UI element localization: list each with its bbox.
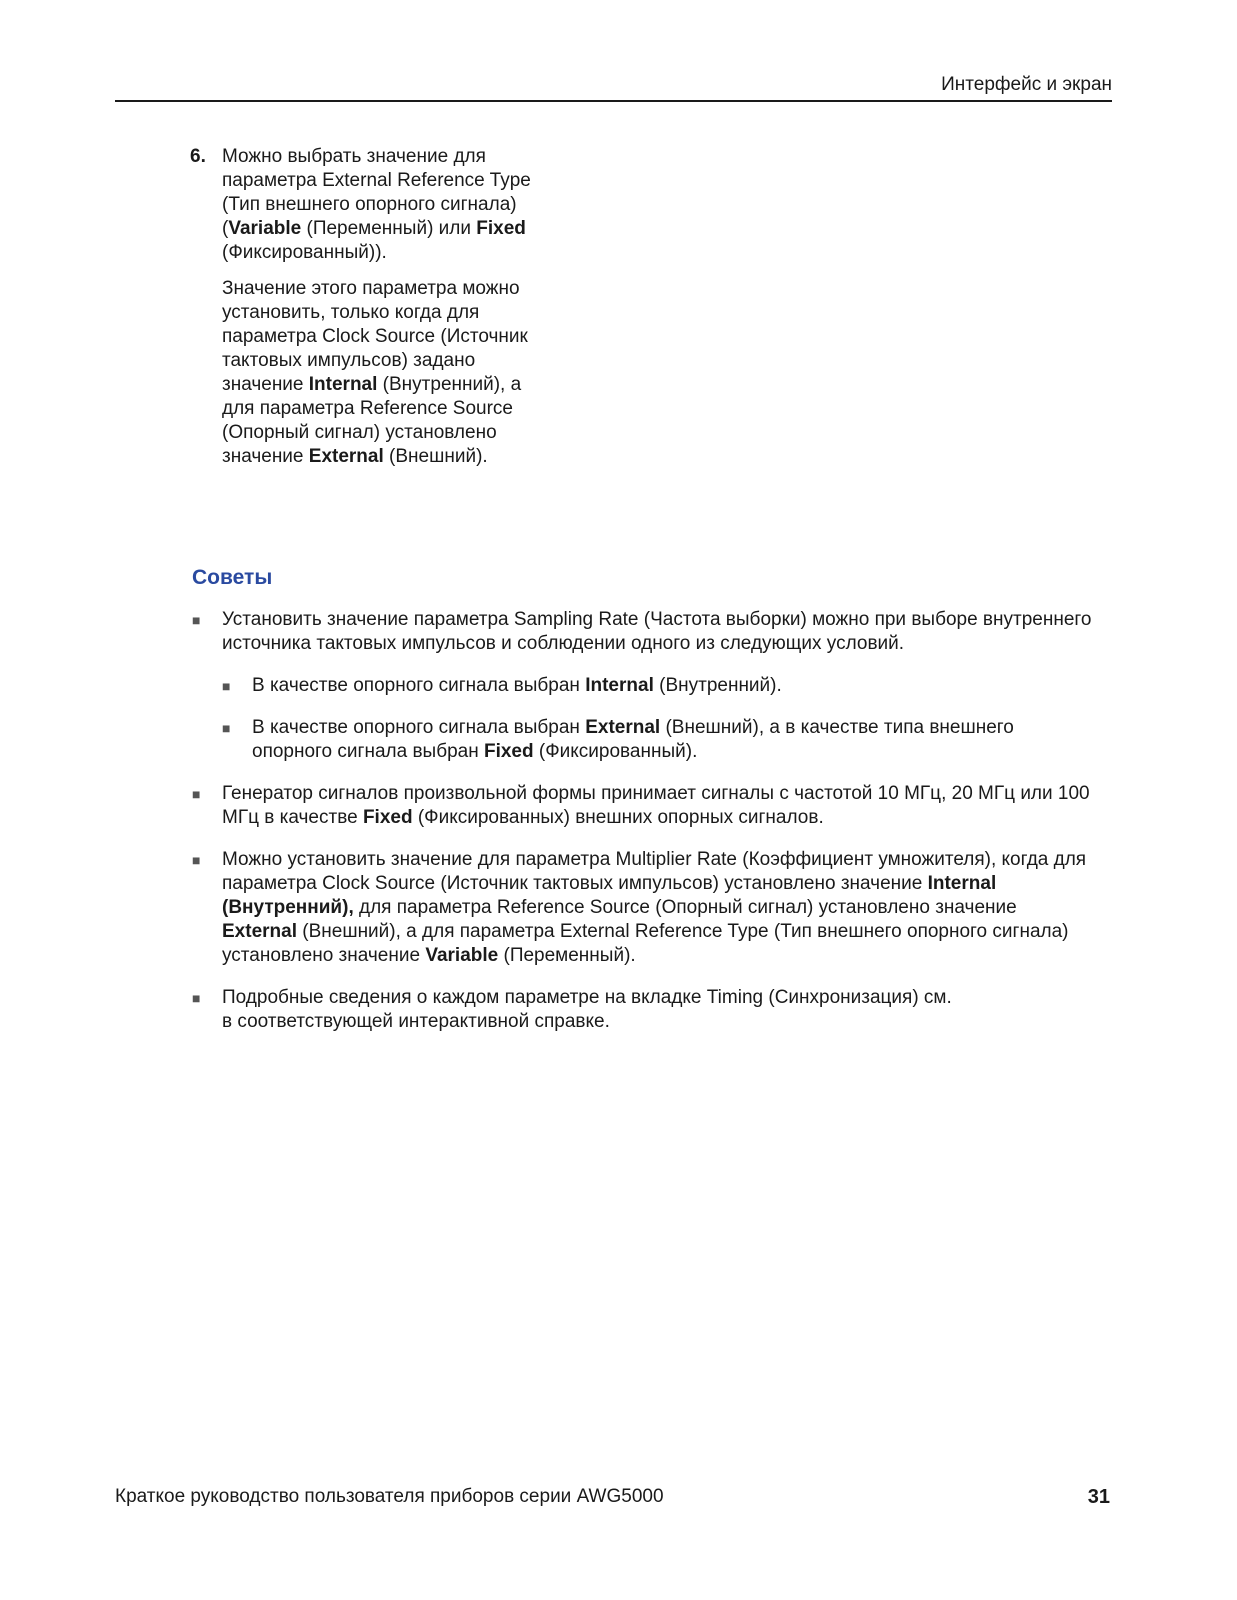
text-span: В качестве опорного сигнала выбран — [252, 675, 586, 696]
square-bullet-icon: ■ — [222, 678, 231, 694]
step-note-paragraph — [222, 277, 550, 469]
text-span: Можно выбрать значение для параметра External Reference Type (Тип внешнего опорного сигнала) ( — [222, 146, 531, 239]
step-paragraph — [222, 145, 550, 265]
square-bullet-icon: ■ — [192, 990, 201, 1006]
tip-text — [222, 782, 1092, 830]
text-span: Генератор сигналов произвольной формы принимает сигналы с частотой 10 МГц, 20 МГц или 100 МГц в качестве — [222, 783, 1090, 828]
text-span: (Фиксированный). — [533, 741, 698, 762]
text-span: (Фиксированных) внешних опорных сигналов. — [412, 807, 824, 828]
tip-text: Установить значение параметра Sampling Rate (Частота выборки) можно при выборе внутреннего источника тактовых импульсов и соблюдении одного из следующих условий. — [222, 609, 1092, 654]
procedure-step — [190, 145, 550, 481]
square-bullet-icon: ■ — [192, 612, 201, 628]
square-bullet-icon: ■ — [222, 720, 231, 736]
text-line: Подробные сведения о каждом параметре на вкладке Timing (Синхронизация) см. — [222, 987, 952, 1008]
bold-term: Fixed — [476, 218, 526, 239]
footer-title: Краткое руководство пользователя приборов серии AWG5000 — [115, 1486, 664, 1507]
tip-text — [222, 986, 1092, 1034]
text-span: (Внешний), а для параметра External Reference Type (Тип внешнего опорного сигнала) установлено значение — [222, 921, 1069, 966]
text-span: (Внешний), а в качестве типа внешнего опорного сигнала выбран — [252, 717, 1014, 762]
section-heading: Советы — [192, 566, 273, 589]
page-number: 31 — [1087, 1486, 1110, 1508]
tip-item — [192, 782, 1092, 830]
text-span: (Внутренний), а для параметра Reference Source (Опорный сигнал) установлено значение — [222, 374, 522, 467]
square-bullet-icon: ■ — [192, 852, 201, 868]
bold-term: Internal — [585, 675, 654, 696]
tip-item — [192, 608, 1092, 656]
text-span: Значение этого параметра можно установить, только когда для параметра Clock Source (Источник тактовых импульсов) задано значение — [222, 278, 528, 395]
tip-subitem — [222, 716, 1092, 764]
bold-term: Fixed — [362, 807, 413, 828]
tip-text — [222, 848, 1092, 968]
bold-term: Fixed — [483, 741, 534, 762]
tips-list — [192, 608, 1092, 1052]
text-span: Можно установить значение для параметра Multiplier Rate (Коэффициент умножителя), когда для параметра Clock Source (Источник тактовых импульсов) установлено значение — [222, 849, 1087, 894]
bold-term: External — [222, 921, 297, 942]
bold-term: Variable — [228, 218, 302, 239]
tip-item — [192, 986, 1092, 1034]
text-span: В качестве опорного сигнала выбран — [252, 717, 586, 738]
text-span: (Внутренний). — [653, 675, 782, 696]
running-header: Интерфейс и экран — [941, 74, 1112, 95]
text-line: в соответствующей интерактивной справке. — [222, 1011, 610, 1032]
text-span: (Фиксированный)). — [222, 242, 387, 263]
bold-term: External — [585, 717, 661, 738]
header-rule — [115, 100, 1112, 102]
bold-term: External — [308, 446, 384, 467]
step-number: 6. — [190, 146, 206, 167]
bold-term: Internal — [308, 374, 378, 395]
tip-subitem — [222, 674, 1092, 698]
step-body — [222, 145, 550, 469]
tip-item — [192, 848, 1092, 968]
text-span: для параметра Reference Source (Опорный сигнал) установлено значение — [353, 897, 1017, 918]
tip-text — [252, 716, 1092, 764]
bold-term: Internal (Внутренний), — [222, 873, 997, 918]
text-span: (Внешний). — [383, 446, 488, 467]
text-span: (Переменный) или — [301, 218, 477, 239]
text-span: (Переменный). — [498, 945, 636, 966]
square-bullet-icon: ■ — [192, 786, 201, 802]
tip-text — [252, 674, 1092, 698]
bold-term: Variable — [425, 945, 499, 966]
